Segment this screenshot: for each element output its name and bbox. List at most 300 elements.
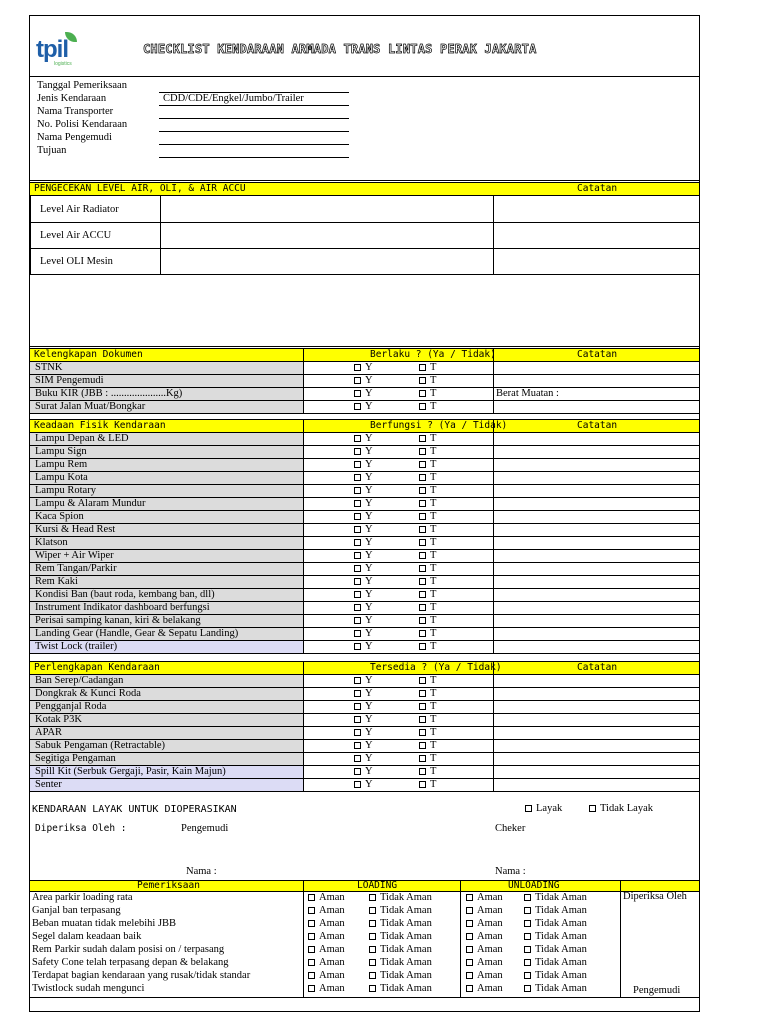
perlengkapan-row (30, 688, 699, 701)
level-value-cell[interactable] (161, 249, 492, 273)
perlengkapan-yes-checkbox[interactable] (354, 716, 361, 723)
loading-header: LOADING (357, 880, 398, 891)
perlengkapan-yes-option[interactable] (354, 753, 373, 765)
pemeriksaan-header (30, 880, 699, 892)
perlengkapan-yes-option[interactable] (354, 688, 373, 700)
level-bottom (30, 346, 699, 347)
loading-aman-option[interactable] (308, 918, 345, 930)
fisik-row (30, 576, 699, 589)
tidak-layak-option[interactable] (589, 803, 653, 815)
perlengkapan-note-field[interactable] (496, 753, 696, 765)
info-value-line (159, 131, 349, 132)
perlengkapan-yes-checkbox[interactable] (354, 677, 361, 684)
level-value-cell[interactable] (161, 197, 492, 221)
perlengkapan-row (30, 727, 699, 740)
perlengkapan-no-checkbox[interactable] (419, 755, 426, 762)
perlengkapan-yes-label: Y (365, 753, 373, 764)
fisik-no-checkbox[interactable] (419, 604, 426, 611)
fisik-yes-label: Y (365, 550, 373, 561)
fisik-yes-label: Y (365, 615, 373, 626)
fisik-yes-checkbox[interactable] (354, 526, 361, 533)
fisik-no-option[interactable] (419, 446, 436, 458)
loading-aman-checkbox[interactable] (308, 933, 315, 940)
dokumen-yes-option[interactable] (354, 362, 373, 374)
perlengkapan-no-checkbox[interactable] (419, 781, 426, 788)
dokumen-header (30, 348, 699, 362)
loading-aman-option[interactable] (308, 970, 345, 982)
fisik-note-field[interactable] (496, 641, 696, 653)
fisik-yes-option[interactable] (354, 563, 373, 575)
dokumen-no-checkbox[interactable] (419, 364, 426, 371)
dokumen-yes-checkbox[interactable] (354, 377, 361, 384)
unloading-tidak-aman-label: Tidak Aman (535, 970, 587, 981)
perlengkapan-note-field[interactable] (496, 714, 696, 726)
fisik-no-checkbox[interactable] (419, 630, 426, 637)
loading-tidak-aman-checkbox[interactable] (369, 933, 376, 940)
loading-tidak-aman-checkbox[interactable] (369, 920, 376, 927)
perlengkapan-no-option[interactable] (419, 740, 436, 752)
unloading-header: UNLOADING (508, 880, 560, 891)
dokumen-no-label: T (430, 362, 437, 373)
unloading-tidak-aman-label: Tidak Aman (535, 892, 587, 903)
fisik-no-option[interactable] (419, 576, 436, 588)
fisik-yes-label: Y (365, 641, 373, 652)
fisik-no-label: T (430, 550, 437, 561)
dokumen-note-field[interactable] (496, 401, 696, 413)
unloading-tidak-aman-option[interactable] (524, 905, 587, 917)
loading-tidak-aman-checkbox[interactable] (369, 894, 376, 901)
perlengkapan-yes-option[interactable] (354, 714, 373, 726)
unloading-aman-option[interactable] (466, 905, 503, 917)
dokumen-no-checkbox[interactable] (419, 403, 426, 410)
fisik-yes-checkbox[interactable] (354, 500, 361, 507)
unloading-tidak-aman-checkbox[interactable] (524, 933, 531, 940)
perlengkapan-no-checkbox[interactable] (419, 742, 426, 749)
fisik-note-field[interactable] (496, 472, 696, 484)
dokumen-no-option[interactable] (419, 401, 436, 413)
perlengkapan-no-option[interactable] (419, 688, 436, 700)
unloading-aman-option[interactable] (466, 892, 503, 904)
fisik-no-option[interactable] (419, 615, 436, 627)
unloading-tidak-aman-option[interactable] (524, 918, 587, 930)
loading-aman-checkbox[interactable] (308, 894, 315, 901)
fisik-yes-checkbox[interactable] (354, 552, 361, 559)
unloading-aman-checkbox[interactable] (466, 907, 473, 914)
dokumen-yes-option[interactable] (354, 375, 373, 387)
fisik-yes-option[interactable] (354, 511, 373, 523)
perlengkapan-no-checkbox[interactable] (419, 716, 426, 723)
dokumen-no-label: T (430, 375, 437, 386)
perlengkapan-yes-checkbox[interactable] (354, 755, 361, 762)
fisik-yes-option[interactable] (354, 459, 373, 471)
loading-tidak-aman-checkbox[interactable] (369, 946, 376, 953)
dokumen-note-field[interactable] (496, 362, 696, 374)
perlengkapan-note-field[interactable] (496, 766, 696, 778)
fisik-item-label: Lampu Sign (30, 446, 303, 458)
dokumen-yes-option[interactable] (354, 388, 373, 400)
perlengkapan-yes-option[interactable] (354, 675, 373, 687)
dokumen-yes-checkbox[interactable] (354, 364, 361, 371)
unloading-aman-checkbox[interactable] (466, 894, 473, 901)
perlengkapan-note-field[interactable] (496, 688, 696, 700)
loading-tidak-aman-checkbox[interactable] (369, 972, 376, 979)
perlengkapan-yes-option[interactable] (354, 740, 373, 752)
fisik-yes-option[interactable] (354, 485, 373, 497)
dokumen-no-checkbox[interactable] (419, 390, 426, 397)
perlengkapan-title: Perlengkapan Kendaraan (34, 662, 160, 673)
fisik-yes-option[interactable] (354, 498, 373, 510)
loading-tidak-aman-checkbox[interactable] (369, 907, 376, 914)
perlengkapan-item-label: Segitiga Pengaman (30, 753, 303, 765)
fisik-no-checkbox[interactable] (419, 474, 426, 481)
fisik-note-field[interactable] (496, 589, 696, 601)
loading-aman-checkbox[interactable] (308, 907, 315, 914)
level-notes-line (493, 274, 699, 275)
dokumen-status-header: Berlaku ? (Ya / Tidak) (370, 349, 496, 360)
perlengkapan-item-label: Spill Kit (Serbuk Gergaji, Pasir, Kain Majun) (30, 766, 303, 778)
dokumen-yes-label: Y (365, 375, 373, 386)
loading-tidak-aman-option[interactable] (369, 983, 432, 995)
loading-tidak-aman-option[interactable] (369, 905, 432, 917)
unloading-aman-checkbox[interactable] (466, 933, 473, 940)
perlengkapan-note-field[interactable] (496, 701, 696, 713)
unloading-aman-label: Aman (477, 918, 503, 929)
unloading-aman-option[interactable] (466, 918, 503, 930)
perlengkapan-yes-checkbox[interactable] (354, 690, 361, 697)
perlengkapan-yes-option[interactable] (354, 766, 373, 778)
fisik-note-field[interactable] (496, 433, 696, 445)
fisik-no-option[interactable] (419, 602, 436, 614)
perlengkapan-row (30, 766, 699, 779)
fisik-note-field[interactable] (496, 537, 696, 549)
fisik-no-option[interactable] (419, 485, 436, 497)
perlengkapan-note-field[interactable] (496, 675, 696, 687)
fisik-no-option[interactable] (419, 550, 436, 562)
unloading-aman-option[interactable] (466, 931, 503, 943)
pem-checked-by: Diperiksa Oleh (623, 891, 687, 902)
loading-tidak-aman-label: Tidak Aman (380, 983, 432, 994)
perlengkapan-row (30, 740, 699, 753)
pemeriksaan-title: Pemeriksaan (137, 880, 200, 891)
unloading-aman-option[interactable] (466, 983, 503, 995)
fisik-no-option[interactable] (419, 511, 436, 523)
unloading-aman-option[interactable] (466, 970, 503, 982)
fisik-yes-option[interactable] (354, 472, 373, 484)
perlengkapan-note-field[interactable] (496, 779, 696, 791)
perlengkapan-yes-label: Y (365, 675, 373, 686)
loading-aman-label: Aman (319, 970, 345, 981)
fisik-no-label: T (430, 498, 437, 509)
perlengkapan-note-field[interactable] (496, 740, 696, 752)
unloading-aman-label: Aman (477, 931, 503, 942)
perlengkapan-yes-option[interactable] (354, 727, 373, 739)
loading-aman-option[interactable] (308, 957, 345, 969)
fisik-no-option[interactable] (419, 628, 436, 640)
fisik-yes-checkbox[interactable] (354, 565, 361, 572)
dokumen-no-option[interactable] (419, 375, 436, 387)
unloading-tidak-aman-checkbox[interactable] (524, 972, 531, 979)
fisik-yes-label: Y (365, 433, 373, 444)
fisik-yes-option[interactable] (354, 550, 373, 562)
fisik-item-label: Instrument Indikator dashboard berfungsi (30, 602, 303, 614)
dokumen-yes-checkbox[interactable] (354, 403, 361, 410)
dokumen-no-option[interactable] (419, 388, 436, 400)
fisik-yes-option[interactable] (354, 537, 373, 549)
unloading-tidak-aman-option[interactable] (524, 957, 587, 969)
unloading-aman-checkbox[interactable] (466, 946, 473, 953)
perlengkapan-no-label: T (430, 675, 437, 686)
unloading-tidak-aman-checkbox[interactable] (524, 985, 531, 992)
fisik-row (30, 563, 699, 576)
unloading-aman-checkbox[interactable] (466, 959, 473, 966)
perlengkapan-item-label: Senter (30, 779, 303, 791)
fisik-no-label: T (430, 589, 437, 600)
fisik-yes-option[interactable] (354, 576, 373, 588)
loading-aman-option[interactable] (308, 983, 345, 995)
loading-aman-option[interactable] (308, 892, 345, 904)
dokumen-row (30, 362, 699, 375)
fisik-yes-option[interactable] (354, 433, 373, 445)
unloading-tidak-aman-checkbox[interactable] (524, 959, 531, 966)
pem-item-label: Ganjal ban terpasang (32, 905, 121, 916)
fisik-row (30, 615, 699, 628)
loading-tidak-aman-option[interactable] (369, 931, 432, 943)
fisik-no-option[interactable] (419, 472, 436, 484)
perlengkapan-no-checkbox[interactable] (419, 703, 426, 710)
fisik-yes-checkbox[interactable] (354, 513, 361, 520)
fisik-no-option[interactable] (419, 589, 436, 601)
loading-tidak-aman-label: Tidak Aman (380, 957, 432, 968)
loading-aman-checkbox[interactable] (308, 920, 315, 927)
loading-aman-checkbox[interactable] (308, 959, 315, 966)
unloading-aman-option[interactable] (466, 957, 503, 969)
perlengkapan-note-field[interactable] (496, 727, 696, 739)
fisik-yes-option[interactable] (354, 524, 373, 536)
perlengkapan-yes-checkbox[interactable] (354, 742, 361, 749)
perlengkapan-yes-label: Y (365, 766, 373, 777)
unloading-aman-checkbox[interactable] (466, 972, 473, 979)
fisik-note-field[interactable] (496, 550, 696, 562)
perlengkapan-no-checkbox[interactable] (419, 768, 426, 775)
perlengkapan-no-option[interactable] (419, 779, 436, 791)
fisik-yes-checkbox[interactable] (354, 487, 361, 494)
fisik-no-option[interactable] (419, 641, 436, 653)
loading-tidak-aman-option[interactable] (369, 918, 432, 930)
fisik-yes-label: Y (365, 485, 373, 496)
loading-tidak-aman-checkbox[interactable] (369, 985, 376, 992)
info-label: No. Polisi Kendaraan (37, 119, 128, 130)
fisik-no-option[interactable] (419, 524, 436, 536)
fisik-no-checkbox[interactable] (419, 526, 426, 533)
fisik-yes-label: Y (365, 498, 373, 509)
perlengkapan-no-checkbox[interactable] (419, 690, 426, 697)
perlengkapan-no-checkbox[interactable] (419, 677, 426, 684)
perlengkapan-no-label: T (430, 740, 437, 751)
fisik-yes-option[interactable] (354, 589, 373, 601)
fisik-item-label: Kaca Spion (30, 511, 303, 523)
loading-aman-option[interactable] (308, 944, 345, 956)
unloading-tidak-aman-checkbox[interactable] (524, 946, 531, 953)
fisik-no-checkbox[interactable] (419, 448, 426, 455)
perlengkapan-no-label: T (430, 701, 437, 712)
unloading-aman-option[interactable] (466, 944, 503, 956)
fisik-yes-checkbox[interactable] (354, 604, 361, 611)
fisik-no-checkbox[interactable] (419, 643, 426, 650)
dokumen-item-label: STNK (30, 362, 303, 374)
fisik-no-checkbox[interactable] (419, 539, 426, 546)
fisik-yes-option[interactable] (354, 615, 373, 627)
fisik-yes-checkbox[interactable] (354, 591, 361, 598)
level-row-line (30, 274, 494, 275)
fisik-note-field[interactable] (496, 602, 696, 614)
fisik-yes-checkbox[interactable] (354, 474, 361, 481)
fisik-no-option[interactable] (419, 433, 436, 445)
fisik-note-field[interactable] (496, 511, 696, 523)
perlengkapan-no-option[interactable] (419, 701, 436, 713)
dokumen-no-label: T (430, 388, 437, 399)
fisik-note-field[interactable] (496, 524, 696, 536)
perlengkapan-yes-checkbox[interactable] (354, 729, 361, 736)
perlengkapan-no-checkbox[interactable] (419, 729, 426, 736)
perlengkapan-no-option[interactable] (419, 766, 436, 778)
layak-checkbox[interactable] (525, 805, 532, 812)
unloading-tidak-aman-checkbox[interactable] (524, 907, 531, 914)
perlengkapan-item-label: Ban Serep/Cadangan (30, 675, 303, 687)
perlengkapan-no-option[interactable] (419, 714, 436, 726)
fisik-note-field[interactable] (496, 628, 696, 640)
level-value-cell[interactable] (161, 223, 492, 247)
fisik-note-field[interactable] (496, 485, 696, 497)
fisik-no-checkbox[interactable] (419, 513, 426, 520)
unloading-aman-checkbox[interactable] (466, 985, 473, 992)
pem-col-3 (620, 880, 621, 997)
unloading-tidak-aman-checkbox[interactable] (524, 920, 531, 927)
fisik-no-checkbox[interactable] (419, 617, 426, 624)
fisik-yes-checkbox[interactable] (354, 643, 361, 650)
perlengkapan-no-option[interactable] (419, 753, 436, 765)
loading-tidak-aman-option[interactable] (369, 970, 432, 982)
layak-option[interactable] (525, 803, 562, 815)
fisik-no-checkbox[interactable] (419, 552, 426, 559)
fisik-note-field[interactable] (496, 576, 696, 588)
fisik-row (30, 537, 699, 550)
info-value-line (159, 157, 349, 158)
fisik-no-checkbox[interactable] (419, 487, 426, 494)
unloading-tidak-aman-option[interactable] (524, 944, 587, 956)
loading-tidak-aman-option[interactable] (369, 944, 432, 956)
fisik-yes-checkbox[interactable] (354, 448, 361, 455)
unloading-aman-label: Aman (477, 905, 503, 916)
loading-tidak-aman-option[interactable] (369, 892, 432, 904)
dokumen-no-option[interactable] (419, 362, 436, 374)
fisik-yes-option[interactable] (354, 628, 373, 640)
unloading-tidak-aman-checkbox[interactable] (524, 894, 531, 901)
loading-aman-checkbox[interactable] (308, 985, 315, 992)
fisik-yes-checkbox[interactable] (354, 617, 361, 624)
perlengkapan-row (30, 714, 699, 727)
fisik-yes-option[interactable] (354, 602, 373, 614)
fisik-row (30, 524, 699, 537)
unloading-tidak-aman-option[interactable] (524, 931, 587, 943)
fisik-note-field[interactable] (496, 615, 696, 627)
loading-tidak-aman-checkbox[interactable] (369, 959, 376, 966)
fisik-yes-checkbox[interactable] (354, 630, 361, 637)
tidak-layak-checkbox[interactable] (589, 805, 596, 812)
fisik-yes-option[interactable] (354, 446, 373, 458)
dokumen-no-checkbox[interactable] (419, 377, 426, 384)
fisik-no-option[interactable] (419, 459, 436, 471)
fisik-no-checkbox[interactable] (419, 565, 426, 572)
loading-aman-label: Aman (319, 944, 345, 955)
unloading-tidak-aman-label: Tidak Aman (535, 944, 587, 955)
fisik-yes-checkbox[interactable] (354, 578, 361, 585)
fisik-no-checkbox[interactable] (419, 435, 426, 442)
perlengkapan-row (30, 753, 699, 766)
tidak-layak-label: Tidak Layak (600, 803, 653, 814)
fisik-yes-checkbox[interactable] (354, 539, 361, 546)
perlengkapan-yes-option[interactable] (354, 779, 373, 791)
fisik-no-option[interactable] (419, 563, 436, 575)
perlengkapan-yes-checkbox[interactable] (354, 781, 361, 788)
fisik-no-checkbox[interactable] (419, 591, 426, 598)
perlengkapan-yes-option[interactable] (354, 701, 373, 713)
unloading-aman-checkbox[interactable] (466, 920, 473, 927)
loading-aman-checkbox[interactable] (308, 946, 315, 953)
fisik-yes-label: Y (365, 576, 373, 587)
perlengkapan-no-label: T (430, 753, 437, 764)
loading-aman-label: Aman (319, 918, 345, 929)
checked-by-label: Diperiksa Oleh : (35, 823, 127, 834)
fisik-no-checkbox[interactable] (419, 578, 426, 585)
loading-aman-option[interactable] (308, 931, 345, 943)
loading-aman-checkbox[interactable] (308, 972, 315, 979)
fisik-row (30, 498, 699, 511)
dokumen-yes-checkbox[interactable] (354, 390, 361, 397)
info-label: Jenis Kendaraan (37, 93, 107, 104)
fisik-note-field[interactable] (496, 563, 696, 575)
fisik-note-field[interactable] (496, 459, 696, 471)
fisik-no-option[interactable] (419, 498, 436, 510)
perlengkapan-yes-checkbox[interactable] (354, 768, 361, 775)
loading-aman-option[interactable] (308, 905, 345, 917)
pem-item-label: Beban muatan tidak melebihi JBB (32, 918, 177, 929)
fisik-yes-checkbox[interactable] (354, 461, 361, 468)
loading-tidak-aman-label: Tidak Aman (380, 970, 432, 981)
perlengkapan-no-label: T (430, 688, 437, 699)
loading-tidak-aman-option[interactable] (369, 957, 432, 969)
fisik-no-option[interactable] (419, 537, 436, 549)
dokumen-row (30, 388, 699, 401)
perlengkapan-yes-checkbox[interactable] (354, 703, 361, 710)
fisik-note-field[interactable] (496, 498, 696, 510)
dokumen-note-field[interactable] (496, 375, 696, 387)
perlengkapan-no-option[interactable] (419, 675, 436, 687)
unloading-tidak-aman-option[interactable] (524, 892, 587, 904)
fisik-no-checkbox[interactable] (419, 500, 426, 507)
dokumen-yes-option[interactable] (354, 401, 373, 413)
fisik-yes-checkbox[interactable] (354, 435, 361, 442)
dokumen-note-field[interactable]: Berat Muatan : (496, 388, 559, 399)
fisik-yes-option[interactable] (354, 641, 373, 653)
perlengkapan-no-option[interactable] (419, 727, 436, 739)
info-value-field[interactable]: CDD/CDE/Engkel/Jumbo/Trailer (163, 93, 304, 104)
fisik-no-label: T (430, 602, 437, 613)
unloading-tidak-aman-option[interactable] (524, 970, 587, 982)
unloading-tidak-aman-option[interactable] (524, 983, 587, 995)
fisik-no-label: T (430, 433, 437, 444)
fisik-note-field[interactable] (496, 446, 696, 458)
fisik-no-checkbox[interactable] (419, 461, 426, 468)
